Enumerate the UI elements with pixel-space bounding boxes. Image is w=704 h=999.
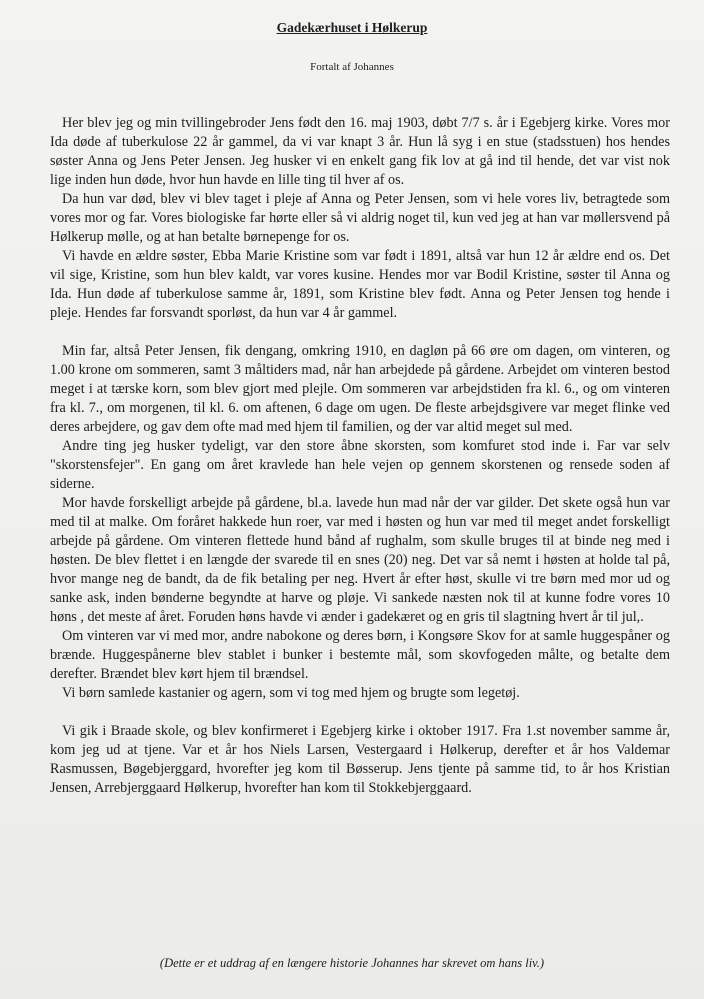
document-title: Gadekærhuset i Hølkerup bbox=[276, 20, 428, 35]
paragraph: Her blev jeg og min tvillingebroder Jens født den 16. maj 1903, døbt 7/7 s. år i Egebjerg kirke. Vores mor Ida døde af tuberkulose 22 år gammel, da vi var knapt 3 år. Hun lå syg i en stue (stadsstuen) hos hendes søster Anna og Jens Peter Jensen. Jeg husker vi en enkelt gang fik lov at gå ind til hende, det var vist nok lige inden hun døde, hvor hun havde en lille ting til hver af os. bbox=[50, 115, 670, 188]
paragraph: Vi havde en ældre søster, Ebba Marie Kristine som var født i 1891, altså var hun 12 år ældre end os. Det vil sige, Kristine, som hun blev kaldt, var vores kusine. Hendes mor var Bodil Kristine, søster til Anna og Ida. Hun døde af tuberkulose samme år, 1891, som Kristine blev født. Anna og Peter Jensen tog hende i pleje. Hendes far forsvandt sporløst, da hun var 4 år gammel. bbox=[50, 248, 670, 321]
section-3 bbox=[50, 722, 670, 798]
closing-note: (Dette er et uddrag af en længere historie Johannes har skrevet om hans liv.) bbox=[159, 956, 545, 970]
section-gap bbox=[50, 323, 670, 342]
paragraph: Andre ting jeg husker tydeligt, var den store åbne skorsten, som komfuret stod inde i. Far var selv "skorstensfejer". En gang om året kravlede han hele vejen op gennem skorstenen og rensede soden af siderne. bbox=[50, 438, 670, 492]
section-1 bbox=[50, 114, 670, 323]
document-subtitle: Fortalt af Johannes bbox=[310, 61, 394, 73]
section-2 bbox=[50, 342, 670, 703]
paragraph: Om vinteren var vi med mor, andre nabokone og deres børn, i Kongsøre Skov for at samle huggespåner og brænde. Huggespånerne blev stablet i bunker i bestemte mål, som skovfogeden målte, og betalte dem derefter. Brændet blev kørt hjem til brændsel. bbox=[50, 628, 670, 682]
paragraph: Min far, altså Peter Jensen, fik dengang, omkring 1910, en dagløn på 66 øre om dagen, om vinteren, og 1.00 krone om sommeren, samt 3 måltiders mad, når han arbejdede på gårdene. Arbejdet om vinteren bestod meget i at tærske korn, som blev gjort med plejle. Om sommeren var arbejdstiden fra kl. 6., og om vinteren fra kl. 7., om morgenen, til kl. 6. om aftenen, 6 dage om ugen. De fleste arbejdsgivere var meget flinke ved deres arbejdere, og gav dem ofte mad med hjem til familien, og der var altid meget sul med. bbox=[50, 343, 670, 435]
paragraph: Vi børn samlede kastanier og agern, som vi tog med hjem og brugte som legetøj. bbox=[62, 685, 520, 701]
paragraph: Da hun var død, blev vi blev taget i pleje af Anna og Peter Jensen, som vi hele vores liv, betragtede som vores mor og far. Vores biologiske far hørte eller så vi aldrig noget til, kun ved jeg at han var møllersvend på Hølkerup mølle, og at han betalte børnepenge for os. bbox=[50, 191, 670, 245]
paragraph: Vi gik i Braade skole, og blev konfirmeret i Egebjerg kirke i oktober 1917. Fra 1.st november samme år, kom jeg ud at tjene. Var et år hos Niels Larsen, Vestergaard i Hølkerup, derefter et år hos Valdemar Rasmussen, Bøgebjerggard, hvorefter jeg kom til Bøsserup. Jens tjente på samme tid, to år hos Kristian Jensen, Arrebjerggaard Hølkerup, hvorefter han kom til Stokkebjerggaard. bbox=[50, 723, 670, 796]
section-gap bbox=[50, 703, 670, 722]
paragraph: Mor havde forskelligt arbejde på gårdene, bl.a. lavede hun mad når der var gilder. Det skete også hun var med til at malke. Om foråret hakkede hun roer, var med i høsten og hun var med til meget andet forskelligt arbejde på gårdene. Om vinteren flettede hund bånd af rughalm, som skulle bruges til at binde neg med i høsten. De blev flettet i en længde der svarede til en snes (20) neg. Det var så nemt i høsten at holde tal på, hvor mange neg de bandt, da de fik betaling per neg. Hvert år efter høst, skulle vi tre børn med mor ud og sanke ask, inden bønderne begyndte at harve og pløje. Vi sankede næsten nok til at kunne fodre vores 10 høns , det meste af året. Foruden høns havde vi ænder i gadekæret og en gris til slagtning hvert år til jul,. bbox=[50, 495, 670, 625]
document-body bbox=[50, 114, 670, 798]
